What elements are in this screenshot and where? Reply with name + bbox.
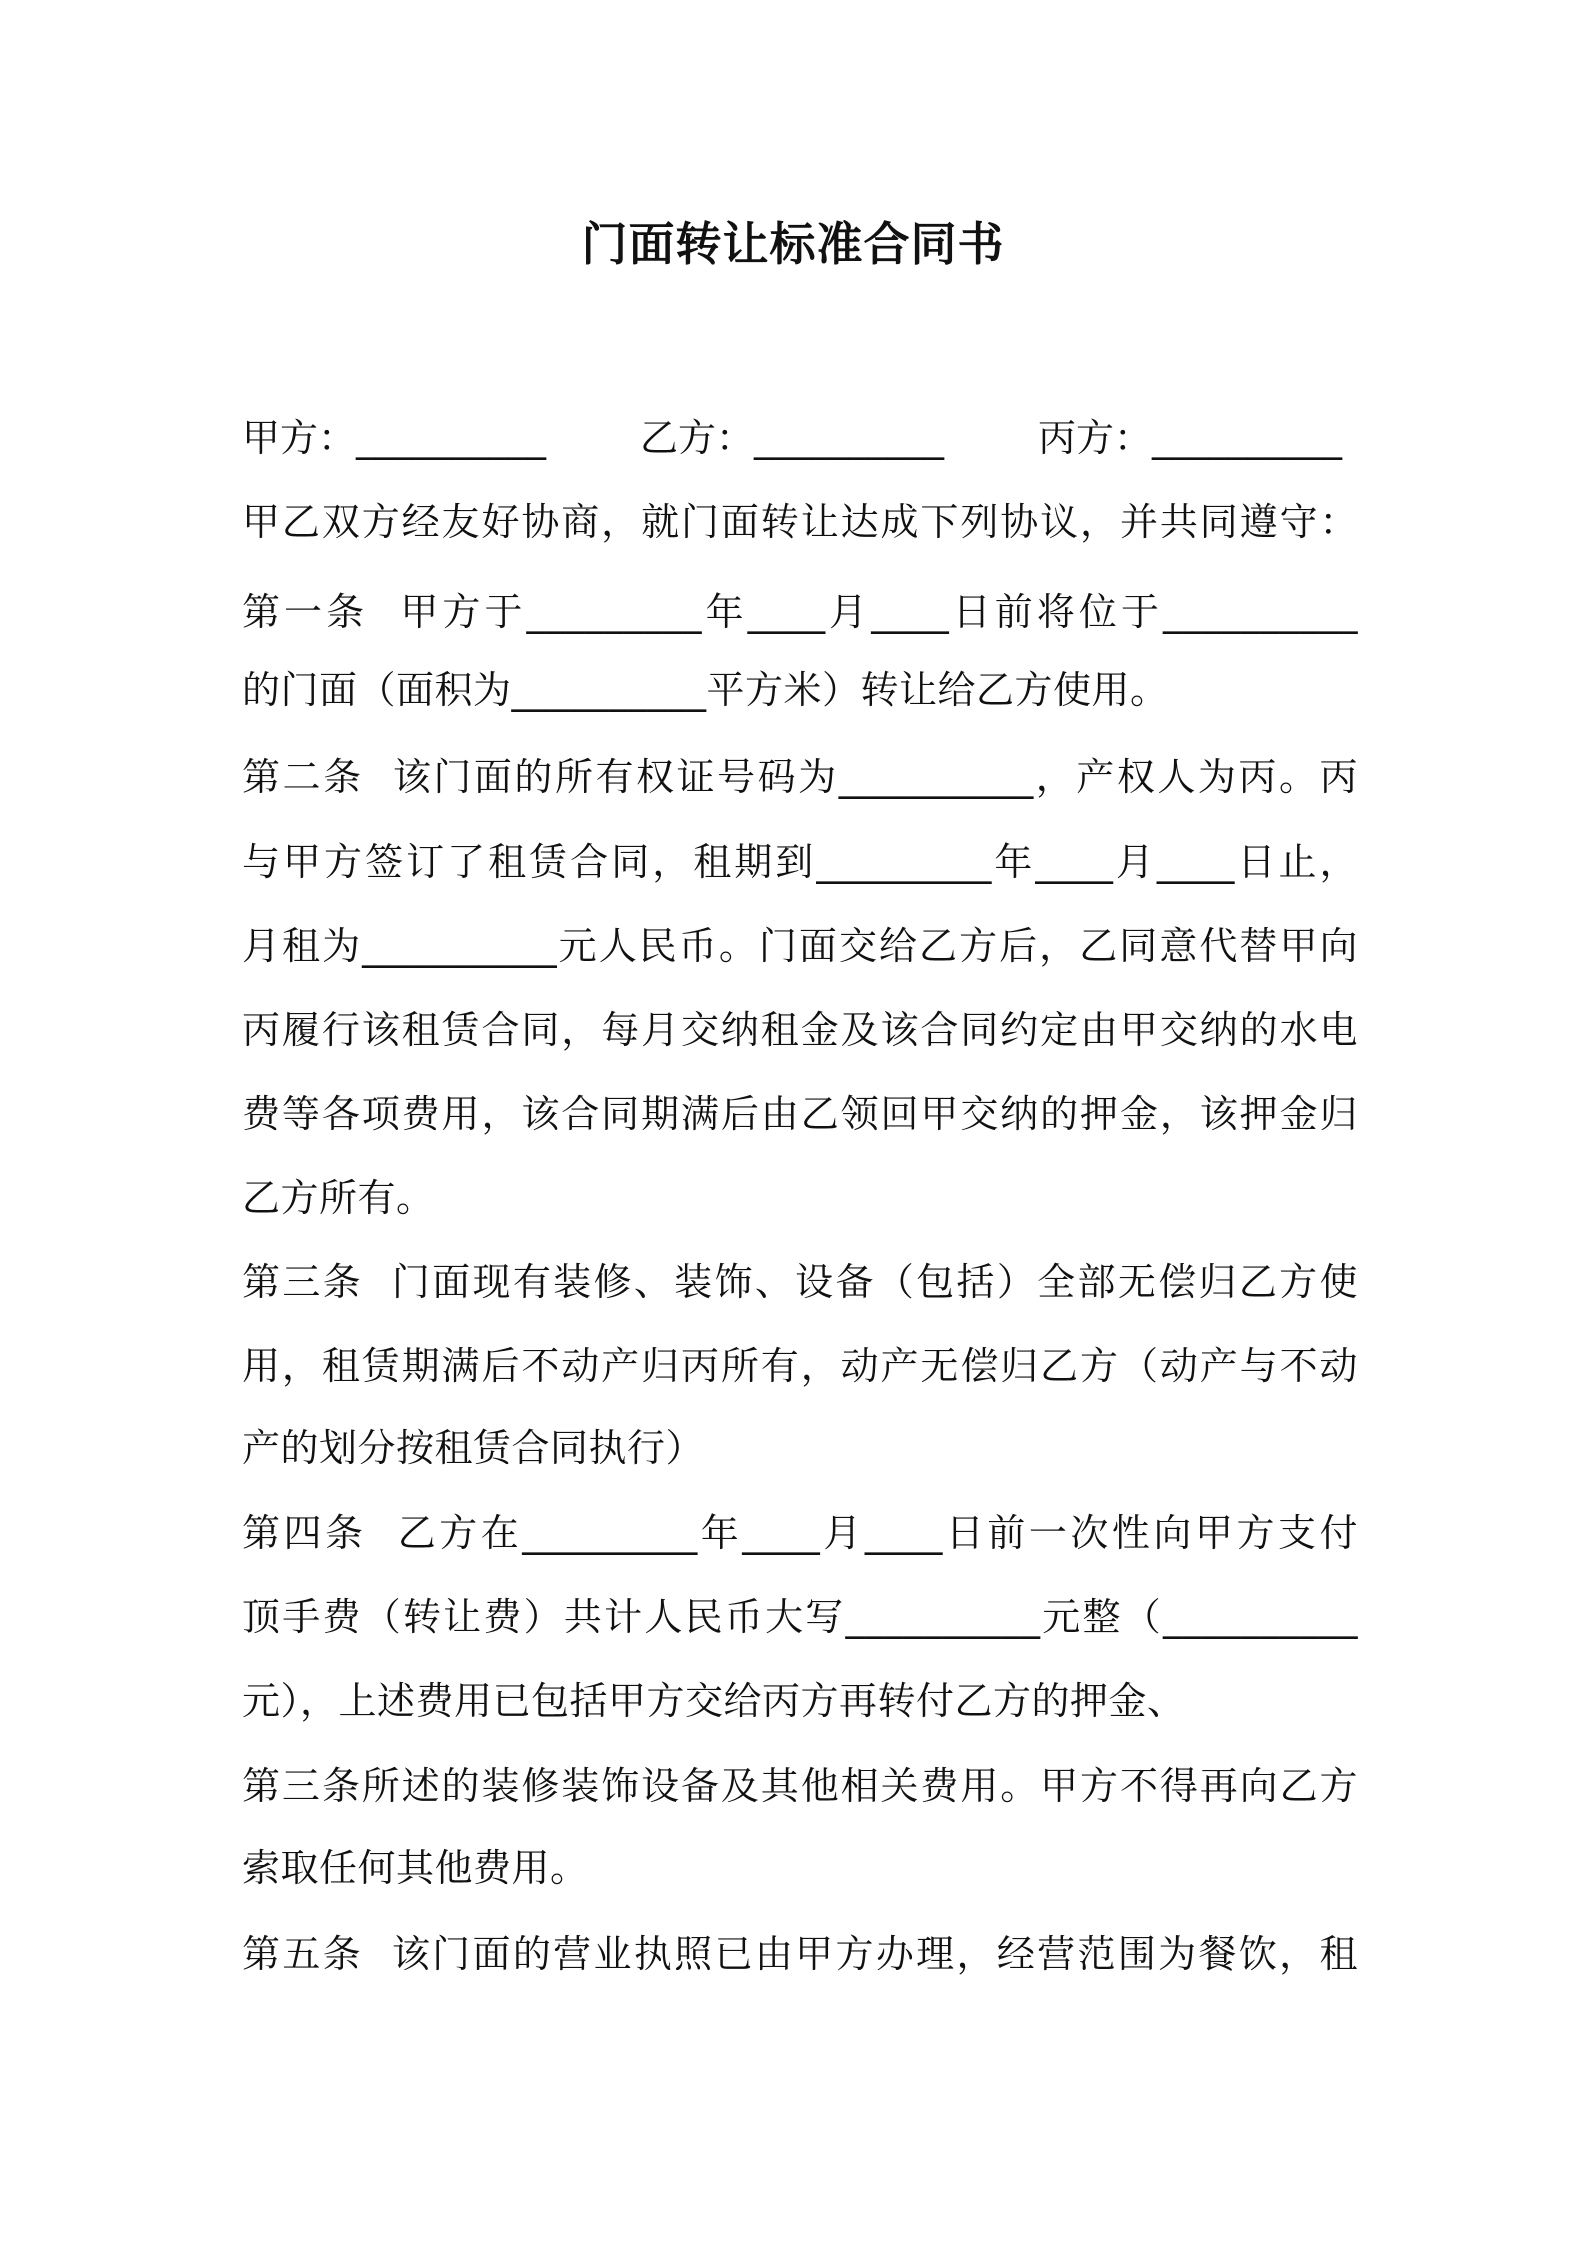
article-2-line-1: 第二条 该门面的所有权证号码为__________，产权人为丙。丙 (242, 755, 1358, 799)
article-5-line-1: 第五条 该门面的营业执照已由甲方办理，经营范围为餐饮，租 (242, 1932, 1358, 1976)
party-b-field: 乙方：__________ (640, 416, 945, 460)
article-1-line-2: 的门面（面积为__________平方米）转让给乙方使用。 (242, 668, 1169, 712)
article-2-line-5: 费等各项费用，该合同期满后由乙领回甲交纳的押金，该押金归 (242, 1092, 1358, 1136)
article-3-line-3: 产的划分按租赁合同执行） (242, 1426, 705, 1470)
parties-row (242, 408, 1358, 468)
article-4-line-2: 顶手费（转让费）共计人民币大写__________元整（__________ (242, 1595, 1358, 1639)
article-2-line-3: 月租为__________元人民币。门面交给乙方后，乙同意代替甲向 (242, 924, 1358, 968)
party-c-field: 丙方：__________ (1038, 416, 1343, 460)
article-4-line-5: 索取任何其他费用。 (242, 1846, 589, 1890)
article-2-line-4: 丙履行该租赁合同，每月交纳租金及该合同约定由甲交纳的水电 (242, 1008, 1358, 1052)
article-4-line-1: 第四条 乙方在_________年____月____日前一次性向甲方支付 (242, 1511, 1358, 1555)
article-2-line-6: 乙方所有。 (242, 1176, 435, 1220)
article-4-line-4: 第三条所述的装修装饰设备及其他相关费用。甲方不得再向乙方 (242, 1764, 1358, 1808)
article-1-line-1: 第一条 甲方于_________年____月____日前将位于__________ (242, 590, 1358, 634)
article-3-line-2: 用，租赁期满后不动产归丙所有，动产无偿归乙方（动产与不动 (242, 1344, 1358, 1388)
document-title: 门面转让标准合同书 (581, 217, 1005, 271)
article-3-line-1: 第三条 门面现有装修、装饰、设备（包括）全部无偿归乙方使 (242, 1260, 1358, 1304)
party-a-field: 甲方：__________ (242, 416, 547, 460)
intro-line: 甲乙双方经友好协商，就门面转让达成下列协议，并共同遵守： (242, 500, 1358, 544)
article-4-line-3: 元），上述费用已包括甲方交给丙方再转付乙方的押金、 (242, 1679, 1186, 1723)
article-2-line-2: 与甲方签订了租赁合同，租期到_________年____月____日止， (242, 840, 1358, 884)
